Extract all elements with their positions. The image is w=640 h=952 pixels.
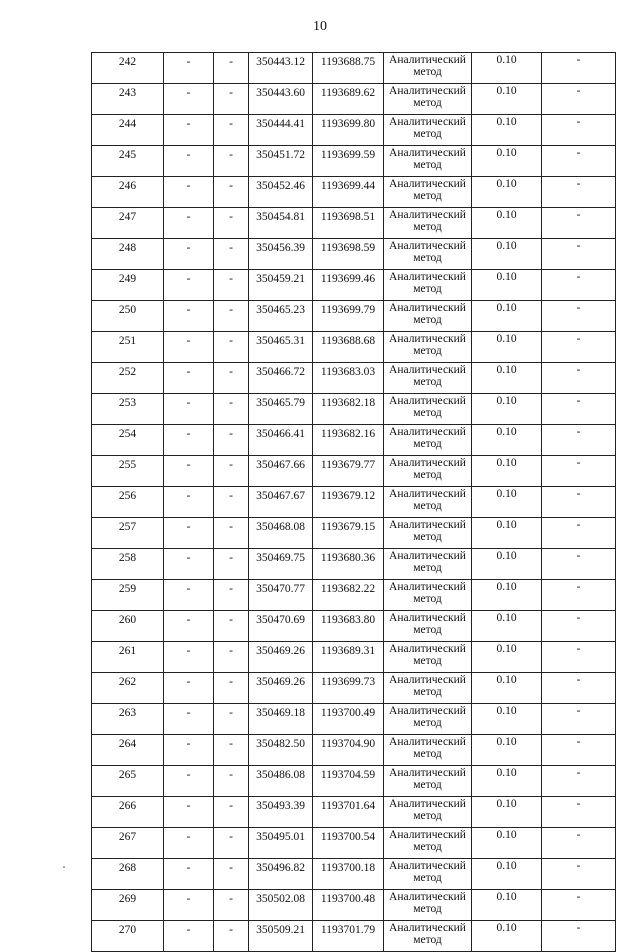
x-coordinate-cell: 350454.81: [249, 208, 313, 239]
old-y-cell: -: [214, 425, 249, 456]
point-number-cell: 253: [92, 394, 164, 425]
point-number-cell: 260: [92, 611, 164, 642]
description-cell: -: [542, 53, 616, 84]
description-cell: -: [542, 115, 616, 146]
table-row: [92, 859, 616, 890]
y-coordinate-cell: 1193700.49: [313, 704, 384, 735]
description-cell: -: [542, 611, 616, 642]
table-row: [92, 239, 616, 270]
x-coordinate-cell: 350470.77: [249, 580, 313, 611]
description-cell: -: [542, 859, 616, 890]
y-coordinate-cell: 1193683.80: [313, 611, 384, 642]
table-row: [92, 518, 616, 549]
accuracy-cell: 0.10: [472, 115, 542, 146]
description-cell: -: [542, 642, 616, 673]
coordinates-table: [91, 52, 616, 952]
accuracy-cell: 0.10: [472, 828, 542, 859]
point-number-cell: 256: [92, 487, 164, 518]
old-y-cell: -: [214, 53, 249, 84]
x-coordinate-cell: 350467.67: [249, 487, 313, 518]
x-coordinate-cell: 350443.60: [249, 84, 313, 115]
accuracy-cell: 0.10: [472, 53, 542, 84]
accuracy-cell: 0.10: [472, 518, 542, 549]
point-number-cell: 249: [92, 270, 164, 301]
point-number-cell: 262: [92, 673, 164, 704]
y-coordinate-cell: 1193679.15: [313, 518, 384, 549]
old-y-cell: -: [214, 146, 249, 177]
method-cell: Аналитический метод: [384, 797, 472, 828]
x-coordinate-cell: 350496.82: [249, 859, 313, 890]
method-cell: Аналитический метод: [384, 487, 472, 518]
method-cell: Аналитический метод: [384, 270, 472, 301]
table-row: [92, 487, 616, 518]
old-x-cell: -: [164, 766, 214, 797]
accuracy-cell: 0.10: [472, 580, 542, 611]
method-cell: Аналитический метод: [384, 704, 472, 735]
old-x-cell: -: [164, 425, 214, 456]
old-y-cell: -: [214, 859, 249, 890]
point-number-cell: 250: [92, 301, 164, 332]
old-y-cell: -: [214, 611, 249, 642]
method-cell: Аналитический метод: [384, 673, 472, 704]
method-cell: Аналитический метод: [384, 84, 472, 115]
accuracy-cell: 0.10: [472, 766, 542, 797]
y-coordinate-cell: 1193688.75: [313, 53, 384, 84]
method-cell: Аналитический метод: [384, 859, 472, 890]
x-coordinate-cell: 350502.08: [249, 890, 313, 921]
table-row: [92, 704, 616, 735]
table-row: [92, 363, 616, 394]
old-x-cell: -: [164, 518, 214, 549]
table-row: [92, 580, 616, 611]
y-coordinate-cell: 1193698.51: [313, 208, 384, 239]
description-cell: -: [542, 735, 616, 766]
y-coordinate-cell: 1193701.79: [313, 921, 384, 952]
y-coordinate-cell: 1193682.16: [313, 425, 384, 456]
method-cell: Аналитический метод: [384, 549, 472, 580]
old-y-cell: -: [214, 394, 249, 425]
accuracy-cell: 0.10: [472, 456, 542, 487]
point-number-cell: 268: [92, 859, 164, 890]
x-coordinate-cell: 350486.08: [249, 766, 313, 797]
y-coordinate-cell: 1193699.73: [313, 673, 384, 704]
x-coordinate-cell: 350469.26: [249, 673, 313, 704]
old-x-cell: -: [164, 363, 214, 394]
y-coordinate-cell: 1193699.80: [313, 115, 384, 146]
point-number-cell: 257: [92, 518, 164, 549]
table-row: [92, 146, 616, 177]
accuracy-cell: 0.10: [472, 704, 542, 735]
x-coordinate-cell: 350469.18: [249, 704, 313, 735]
y-coordinate-cell: 1193700.48: [313, 890, 384, 921]
y-coordinate-cell: 1193683.03: [313, 363, 384, 394]
method-cell: Аналитический метод: [384, 735, 472, 766]
accuracy-cell: 0.10: [472, 859, 542, 890]
old-x-cell: -: [164, 332, 214, 363]
description-cell: -: [542, 518, 616, 549]
accuracy-cell: 0.10: [472, 642, 542, 673]
description-cell: -: [542, 704, 616, 735]
old-x-cell: -: [164, 549, 214, 580]
y-coordinate-cell: 1193699.79: [313, 301, 384, 332]
point-number-cell: 252: [92, 363, 164, 394]
old-y-cell: -: [214, 704, 249, 735]
y-coordinate-cell: 1193701.64: [313, 797, 384, 828]
old-y-cell: -: [214, 580, 249, 611]
description-cell: -: [542, 394, 616, 425]
description-cell: -: [542, 239, 616, 270]
old-x-cell: -: [164, 146, 214, 177]
table-row: [92, 53, 616, 84]
table-row: [92, 921, 616, 952]
description-cell: -: [542, 487, 616, 518]
point-number-cell: 259: [92, 580, 164, 611]
accuracy-cell: 0.10: [472, 611, 542, 642]
x-coordinate-cell: 350482.50: [249, 735, 313, 766]
description-cell: -: [542, 797, 616, 828]
y-coordinate-cell: 1193689.31: [313, 642, 384, 673]
accuracy-cell: 0.10: [472, 84, 542, 115]
point-number-cell: 261: [92, 642, 164, 673]
point-number-cell: 246: [92, 177, 164, 208]
x-coordinate-cell: 350470.69: [249, 611, 313, 642]
page-number: 10: [313, 19, 327, 34]
accuracy-cell: 0.10: [472, 797, 542, 828]
table-row: [92, 735, 616, 766]
point-number-cell: 258: [92, 549, 164, 580]
old-x-cell: -: [164, 580, 214, 611]
x-coordinate-cell: 350469.26: [249, 642, 313, 673]
y-coordinate-cell: 1193699.46: [313, 270, 384, 301]
table-row: [92, 890, 616, 921]
table-row: [92, 797, 616, 828]
method-cell: Аналитический метод: [384, 115, 472, 146]
y-coordinate-cell: 1193699.44: [313, 177, 384, 208]
point-number-cell: 269: [92, 890, 164, 921]
description-cell: -: [542, 301, 616, 332]
old-x-cell: -: [164, 828, 214, 859]
table-row: [92, 177, 616, 208]
method-cell: Аналитический метод: [384, 890, 472, 921]
method-cell: Аналитический метод: [384, 611, 472, 642]
accuracy-cell: 0.10: [472, 487, 542, 518]
table-row: [92, 766, 616, 797]
description-cell: -: [542, 425, 616, 456]
old-y-cell: -: [214, 766, 249, 797]
description-cell: -: [542, 332, 616, 363]
method-cell: Аналитический метод: [384, 301, 472, 332]
old-y-cell: -: [214, 673, 249, 704]
x-coordinate-cell: 350469.75: [249, 549, 313, 580]
x-coordinate-cell: 350465.23: [249, 301, 313, 332]
method-cell: Аналитический метод: [384, 363, 472, 394]
table-row: [92, 301, 616, 332]
description-cell: -: [542, 766, 616, 797]
x-coordinate-cell: 350468.08: [249, 518, 313, 549]
accuracy-cell: 0.10: [472, 146, 542, 177]
x-coordinate-cell: 350456.39: [249, 239, 313, 270]
method-cell: Аналитический метод: [384, 208, 472, 239]
point-number-cell: 248: [92, 239, 164, 270]
method-cell: Аналитический метод: [384, 766, 472, 797]
old-x-cell: -: [164, 84, 214, 115]
description-cell: -: [542, 270, 616, 301]
accuracy-cell: 0.10: [472, 394, 542, 425]
point-number-cell: 266: [92, 797, 164, 828]
y-coordinate-cell: 1193679.77: [313, 456, 384, 487]
table-row: [92, 642, 616, 673]
point-number-cell: 254: [92, 425, 164, 456]
table-body: [92, 53, 616, 952]
y-coordinate-cell: 1193700.54: [313, 828, 384, 859]
old-y-cell: -: [214, 208, 249, 239]
old-y-cell: -: [214, 301, 249, 332]
description-cell: -: [542, 208, 616, 239]
y-coordinate-cell: 1193688.68: [313, 332, 384, 363]
x-coordinate-cell: 350467.66: [249, 456, 313, 487]
x-coordinate-cell: 350493.39: [249, 797, 313, 828]
accuracy-cell: 0.10: [472, 549, 542, 580]
table-row: [92, 332, 616, 363]
old-x-cell: -: [164, 859, 214, 890]
old-x-cell: -: [164, 115, 214, 146]
old-y-cell: -: [214, 642, 249, 673]
point-number-cell: 270: [92, 921, 164, 952]
method-cell: Аналитический метод: [384, 456, 472, 487]
old-y-cell: -: [214, 797, 249, 828]
method-cell: Аналитический метод: [384, 828, 472, 859]
accuracy-cell: 0.10: [472, 735, 542, 766]
method-cell: Аналитический метод: [384, 394, 472, 425]
old-y-cell: -: [214, 239, 249, 270]
scan-mark: [63, 866, 65, 868]
x-coordinate-cell: 350452.46: [249, 177, 313, 208]
y-coordinate-cell: 1193699.59: [313, 146, 384, 177]
point-number-cell: 247: [92, 208, 164, 239]
y-coordinate-cell: 1193704.90: [313, 735, 384, 766]
x-coordinate-cell: 350495.01: [249, 828, 313, 859]
old-x-cell: -: [164, 177, 214, 208]
x-coordinate-cell: 350466.72: [249, 363, 313, 394]
description-cell: -: [542, 363, 616, 394]
x-coordinate-cell: 350451.72: [249, 146, 313, 177]
point-number-cell: 267: [92, 828, 164, 859]
method-cell: Аналитический метод: [384, 921, 472, 952]
y-coordinate-cell: 1193679.12: [313, 487, 384, 518]
old-x-cell: -: [164, 456, 214, 487]
table-row: [92, 208, 616, 239]
method-cell: Аналитический метод: [384, 53, 472, 84]
y-coordinate-cell: 1193698.59: [313, 239, 384, 270]
old-y-cell: -: [214, 735, 249, 766]
accuracy-cell: 0.10: [472, 239, 542, 270]
description-cell: -: [542, 549, 616, 580]
old-x-cell: -: [164, 890, 214, 921]
accuracy-cell: 0.10: [472, 332, 542, 363]
old-x-cell: -: [164, 53, 214, 84]
description-cell: -: [542, 146, 616, 177]
table-row: [92, 425, 616, 456]
table-row: [92, 270, 616, 301]
description-cell: -: [542, 580, 616, 611]
method-cell: Аналитический метод: [384, 518, 472, 549]
table-row: [92, 549, 616, 580]
old-y-cell: -: [214, 487, 249, 518]
old-x-cell: -: [164, 921, 214, 952]
old-x-cell: -: [164, 208, 214, 239]
description-cell: -: [542, 921, 616, 952]
accuracy-cell: 0.10: [472, 425, 542, 456]
point-number-cell: 251: [92, 332, 164, 363]
accuracy-cell: 0.10: [472, 270, 542, 301]
table-row: [92, 456, 616, 487]
old-x-cell: -: [164, 487, 214, 518]
point-number-cell: 244: [92, 115, 164, 146]
old-x-cell: -: [164, 394, 214, 425]
method-cell: Аналитический метод: [384, 580, 472, 611]
x-coordinate-cell: 350465.31: [249, 332, 313, 363]
old-y-cell: -: [214, 890, 249, 921]
old-x-cell: -: [164, 270, 214, 301]
x-coordinate-cell: 350466.41: [249, 425, 313, 456]
method-cell: Аналитический метод: [384, 239, 472, 270]
table-row: [92, 828, 616, 859]
old-y-cell: -: [214, 84, 249, 115]
y-coordinate-cell: 1193682.22: [313, 580, 384, 611]
old-x-cell: -: [164, 301, 214, 332]
accuracy-cell: 0.10: [472, 890, 542, 921]
description-cell: -: [542, 84, 616, 115]
table-row: [92, 115, 616, 146]
x-coordinate-cell: 350509.21: [249, 921, 313, 952]
table-row: [92, 394, 616, 425]
description-cell: -: [542, 456, 616, 487]
y-coordinate-cell: 1193700.18: [313, 859, 384, 890]
old-x-cell: -: [164, 797, 214, 828]
point-number-cell: 264: [92, 735, 164, 766]
point-number-cell: 265: [92, 766, 164, 797]
description-cell: -: [542, 177, 616, 208]
accuracy-cell: 0.10: [472, 301, 542, 332]
table-row: [92, 673, 616, 704]
old-y-cell: -: [214, 363, 249, 394]
x-coordinate-cell: 350443.12: [249, 53, 313, 84]
accuracy-cell: 0.10: [472, 208, 542, 239]
method-cell: Аналитический метод: [384, 642, 472, 673]
x-coordinate-cell: 350444.41: [249, 115, 313, 146]
old-y-cell: -: [214, 828, 249, 859]
y-coordinate-cell: 1193682.18: [313, 394, 384, 425]
description-cell: -: [542, 673, 616, 704]
old-x-cell: -: [164, 704, 214, 735]
point-number-cell: 242: [92, 53, 164, 84]
accuracy-cell: 0.10: [472, 177, 542, 208]
old-y-cell: -: [214, 115, 249, 146]
accuracy-cell: 0.10: [472, 921, 542, 952]
old-y-cell: -: [214, 270, 249, 301]
accuracy-cell: 0.10: [472, 673, 542, 704]
old-y-cell: -: [214, 518, 249, 549]
method-cell: Аналитический метод: [384, 177, 472, 208]
table-row: [92, 611, 616, 642]
old-y-cell: -: [214, 549, 249, 580]
y-coordinate-cell: 1193680.36: [313, 549, 384, 580]
point-number-cell: 245: [92, 146, 164, 177]
method-cell: Аналитический метод: [384, 146, 472, 177]
y-coordinate-cell: 1193689.62: [313, 84, 384, 115]
method-cell: Аналитический метод: [384, 425, 472, 456]
old-x-cell: -: [164, 642, 214, 673]
old-x-cell: -: [164, 611, 214, 642]
old-y-cell: -: [214, 177, 249, 208]
old-y-cell: -: [214, 456, 249, 487]
description-cell: -: [542, 828, 616, 859]
point-number-cell: 243: [92, 84, 164, 115]
point-number-cell: 263: [92, 704, 164, 735]
x-coordinate-cell: 350459.21: [249, 270, 313, 301]
old-y-cell: -: [214, 332, 249, 363]
y-coordinate-cell: 1193704.59: [313, 766, 384, 797]
old-x-cell: -: [164, 673, 214, 704]
point-number-cell: 255: [92, 456, 164, 487]
accuracy-cell: 0.10: [472, 363, 542, 394]
x-coordinate-cell: 350465.79: [249, 394, 313, 425]
old-x-cell: -: [164, 735, 214, 766]
old-x-cell: -: [164, 239, 214, 270]
old-y-cell: -: [214, 921, 249, 952]
method-cell: Аналитический метод: [384, 332, 472, 363]
description-cell: -: [542, 890, 616, 921]
table-row: [92, 84, 616, 115]
